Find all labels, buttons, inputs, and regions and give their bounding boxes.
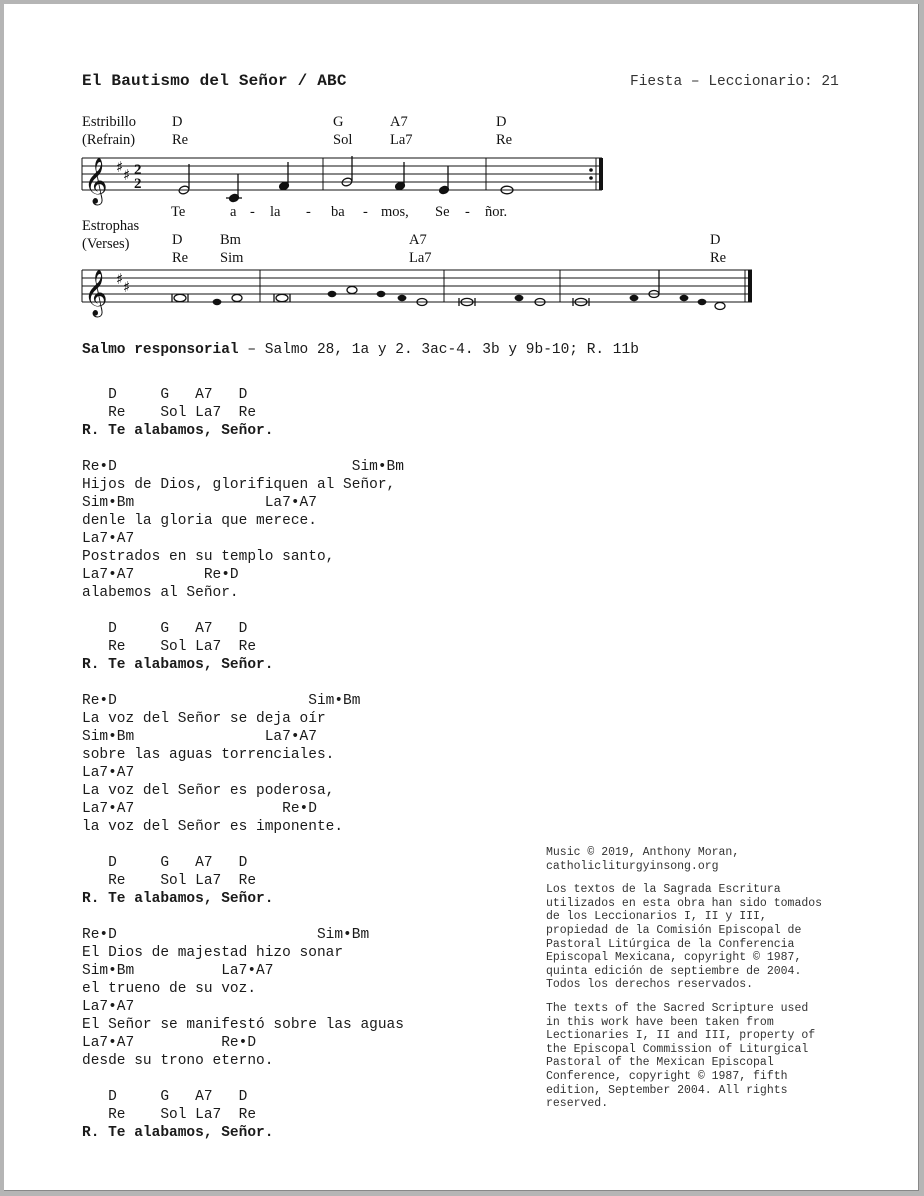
blank-line: [82, 836, 404, 854]
lyric-syllable: Te: [171, 204, 186, 220]
psalm-reference: – Salmo 28, 1a y 2. 3ac-4. 3b y 9b-10; R. 11b: [238, 342, 639, 358]
verse-line: Re Sol La7 Re: [82, 639, 257, 655]
verse-line: La7•A7: [82, 531, 135, 547]
verse-line: Re•D Sim•Bm: [82, 459, 404, 475]
verse-line: La7•A7: [82, 999, 135, 1015]
verse-line: La7•A7 Re•D: [82, 1035, 257, 1051]
verse-line: Re•D Sim•Bm: [82, 927, 370, 943]
verse-line: D G A7 D: [82, 387, 248, 403]
verse-line: desde su trono eterno.: [82, 1053, 274, 1069]
lyric-hyphen: -: [363, 204, 368, 220]
verse-line: D G A7 D: [82, 621, 248, 637]
chord-en: A7: [390, 114, 408, 130]
breve-notes: [172, 270, 725, 310]
sharp-sign: ♯: [123, 278, 131, 296]
chord-en: D: [496, 114, 507, 130]
verse-line: La7•A7 Re•D: [82, 567, 239, 583]
treble-clef: 𝄞: [84, 270, 108, 316]
blank-line: [82, 674, 404, 692]
refrain-label-english: (Refrain): [82, 132, 136, 148]
chord-en: Bm: [220, 232, 241, 248]
page-title: El Bautismo del Señor / ABC: [82, 72, 347, 90]
sharp-sign: ♯: [123, 166, 131, 184]
verse-line: D G A7 D: [82, 855, 248, 871]
verse-line: alabemos al Señor.: [82, 585, 239, 601]
verse-line: Sim•Bm La7•A7: [82, 495, 317, 511]
time-sig-bottom: 2: [134, 176, 142, 192]
final-barline: [748, 270, 752, 302]
lyric-hyphen: -: [306, 204, 311, 220]
response-line: R. Te alabamos, Señor.: [82, 657, 274, 673]
lyric-syllable: a: [230, 204, 237, 220]
spanish-copyright: Los textos de la Sagrada Escritura utilizados en esta obra han sido tomados de los Leccionarios I, II y III, propiedad de la Comisión Episcopal de Pastoral Litúrgica de la Conferencia Episcopal Mexicana, copyright © 1987, quinta edición de septiembre de 2004. Todos los derechos reservados.: [546, 883, 823, 992]
verse-line: Re Sol La7 Re: [82, 873, 257, 889]
verse-line: El Dios de majestad hizo sonar: [82, 945, 344, 961]
final-barline: [599, 158, 603, 190]
blank-line: [82, 440, 404, 458]
verses-label-english: (Verses): [82, 236, 130, 252]
verse-line: denle la gloria que merece.: [82, 513, 317, 529]
lyric-hyphen: -: [250, 204, 255, 220]
chord-es: Re: [710, 250, 727, 266]
refrain-notes: [178, 156, 513, 195]
english-copyright: The texts of the Sacred Scripture used in this work have been taken from Lectionaries I, II and III, property of the Episcopal Commission of Liturgical Pastoral of the Mexican Episcopal Conference, copyright © 1987, fifth edition, September 2004. All rights reserved.: [546, 1001, 816, 1111]
lyric-syllable: mos,: [381, 204, 409, 220]
time-sig-top: 2: [134, 162, 142, 178]
chord-es: La7: [409, 250, 432, 266]
response-line: R. Te alabamos, Señor.: [82, 423, 274, 439]
verse-line: D G A7 D: [82, 1089, 248, 1105]
verse-line: Hijos de Dios, glorifiquen al Señor,: [82, 477, 396, 493]
repeat-dot: [589, 168, 593, 172]
chord-es: Re: [172, 132, 189, 148]
verse-line: La voz del Señor es poderosa,: [82, 783, 335, 799]
chord-es: La7: [390, 132, 413, 148]
repeat-dot: [589, 176, 593, 180]
verse-line: el trueno de su voz.: [82, 981, 257, 997]
chord-es: Sim: [220, 250, 244, 266]
verse-line: Postrados en su templo santo,: [82, 549, 335, 565]
sharp-sign: ♯: [116, 158, 124, 176]
blank-line: [82, 602, 404, 620]
verse-line: Sim•Bm La7•A7: [82, 729, 317, 745]
refrain-label: Estribillo: [82, 114, 136, 130]
psalm-title: Salmo responsorial: [82, 342, 239, 358]
blank-line: [82, 1070, 404, 1088]
chord-es: Re: [172, 250, 189, 266]
verse-line: sobre las aguas torrenciales.: [82, 747, 335, 763]
chord-en: D: [172, 114, 183, 130]
chord-en: A7: [409, 232, 427, 248]
lyric-syllable: ñor.: [485, 204, 508, 220]
verse-line: Re•D Sim•Bm: [82, 693, 361, 709]
chord-es: Re: [496, 132, 513, 148]
music-credit: Music © 2019, Anthony Moran, catholicliturgyinsong.org: [546, 846, 740, 873]
sheet-page: [4, 4, 919, 1191]
chord-en: G: [333, 114, 344, 130]
chord-es: Sol: [333, 132, 353, 148]
sharp-sign: ♯: [116, 270, 124, 288]
treble-clef: 𝄞: [84, 158, 108, 204]
response-line: R. Te alabamos, Señor.: [82, 891, 274, 907]
psalm-text: [82, 386, 404, 1142]
chord-en: D: [710, 232, 721, 248]
lyric-hyphen: -: [465, 204, 470, 220]
verse-line: Sim•Bm La7•A7: [82, 963, 274, 979]
verses-label: Estrophas: [82, 218, 140, 234]
credits-block: [546, 846, 846, 1121]
music-staves: [4, 4, 918, 324]
psalm-heading: [82, 342, 639, 358]
verse-line: Re Sol La7 Re: [82, 1107, 257, 1123]
verse-line: La7•A7 Re•D: [82, 801, 317, 817]
lyric-syllable: ba: [331, 204, 345, 220]
response-line: R. Te alabamos, Señor.: [82, 1125, 274, 1141]
lyric-syllable: la: [270, 204, 281, 220]
verse-line: La voz del Señor se deja oír: [82, 711, 326, 727]
verse-line: La7•A7: [82, 765, 135, 781]
verse-line: la voz del Señor es imponente.: [82, 819, 344, 835]
blank-line: [82, 908, 404, 926]
lyric-syllable: Se: [435, 204, 450, 220]
verse-line: Re Sol La7 Re: [82, 405, 257, 421]
chord-en: D: [172, 232, 183, 248]
page-subtitle: Fiesta – Leccionario: 21: [630, 74, 839, 90]
refrain-staff: [82, 158, 602, 190]
verse-line: El Señor se manifestó sobre las aguas: [82, 1017, 404, 1033]
